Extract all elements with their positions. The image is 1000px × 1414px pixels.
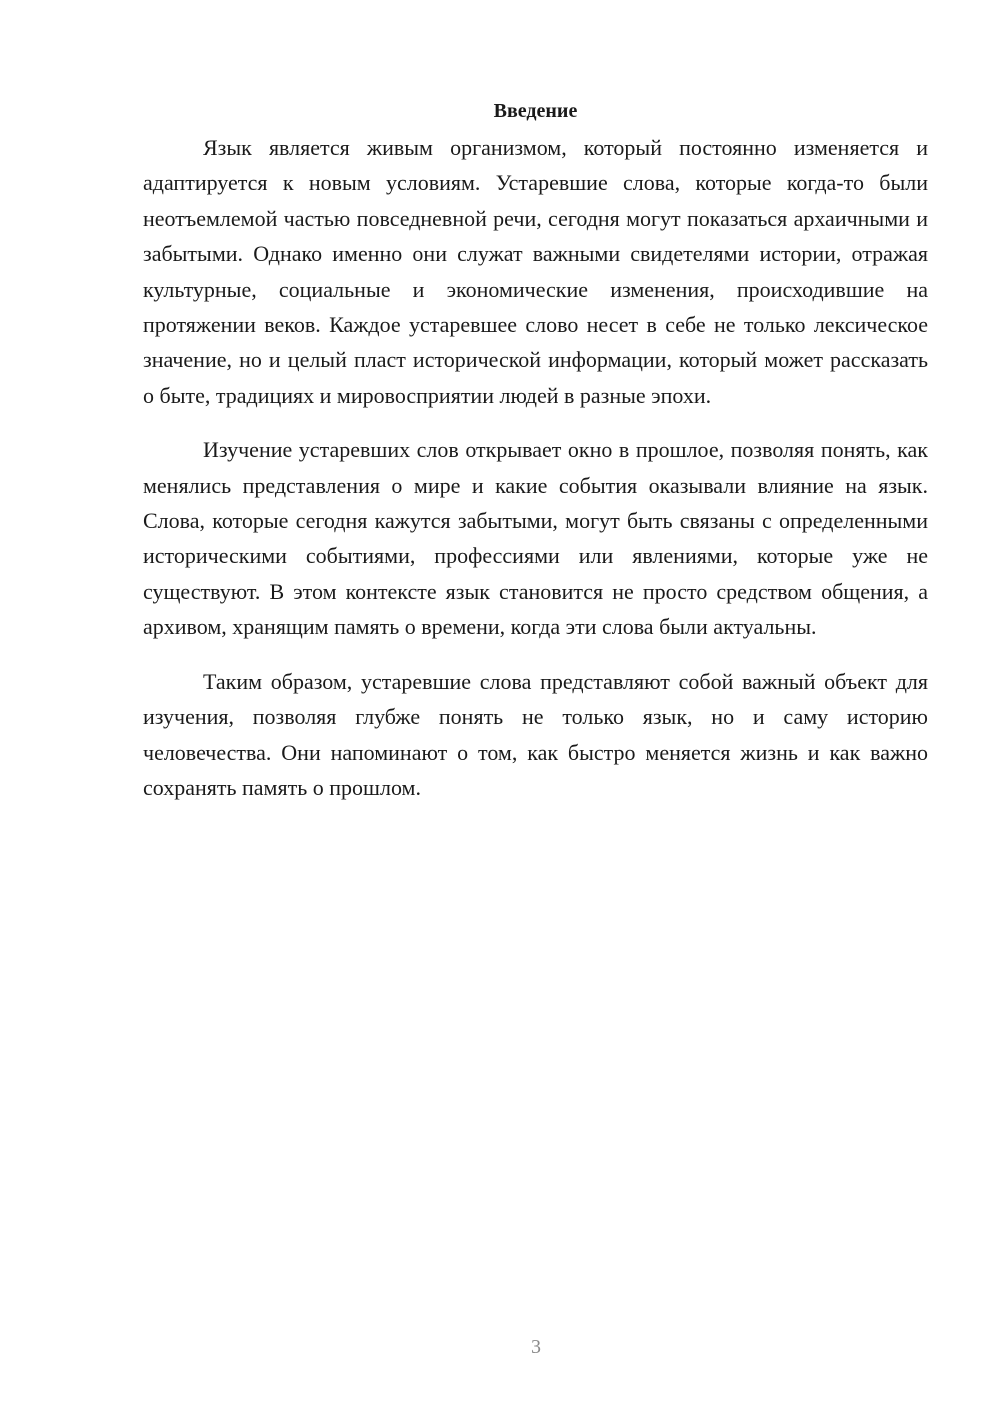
section-heading: Введение bbox=[493, 100, 578, 122]
page-number: 3 bbox=[531, 1336, 541, 1358]
paragraph-1: Язык является живым организмом, который постоянно изменяется и адаптируется к новым условиям. Устаревшие слова, которые когда-то были неотъемлемой частью повседневной речи, сегодня могут показаться архаичными и забытыми. Однако именно они служат важными свидетелями истории, отражая культурные, социальные и экономические изменения, происходившие на протяжении веков. Каждое устаревшее слово несет в себе не только лексическое значение, но и целый пласт исторической информации, который может рассказать о быте, традициях и мировосприятии людей в разные эпохи. bbox=[143, 135, 928, 408]
paragraph-3: Таким образом, устаревшие слова представляют собой важный объект для изучения, позволяя глубже понять не только язык, но и саму историю человечества. Они напоминают о том, как быстро меняется жизнь и как важно сохранять память о прошлом. bbox=[143, 668, 928, 800]
page-content bbox=[143, 96, 928, 824]
paragraph-2: Изучение устаревших слов открывает окно в прошлое, позволяя понять, как менялись представления о мире и какие события оказывали влияние на язык. Слова, которые сегодня кажутся забытыми, могут быть связаны с определенными историческими событиями, профессиями или явлениями, которые уже не существуют. В этом контексте язык становится не просто средством общения, а архивом, хранящим память о времени, когда эти слова были актуальны. bbox=[143, 437, 928, 640]
